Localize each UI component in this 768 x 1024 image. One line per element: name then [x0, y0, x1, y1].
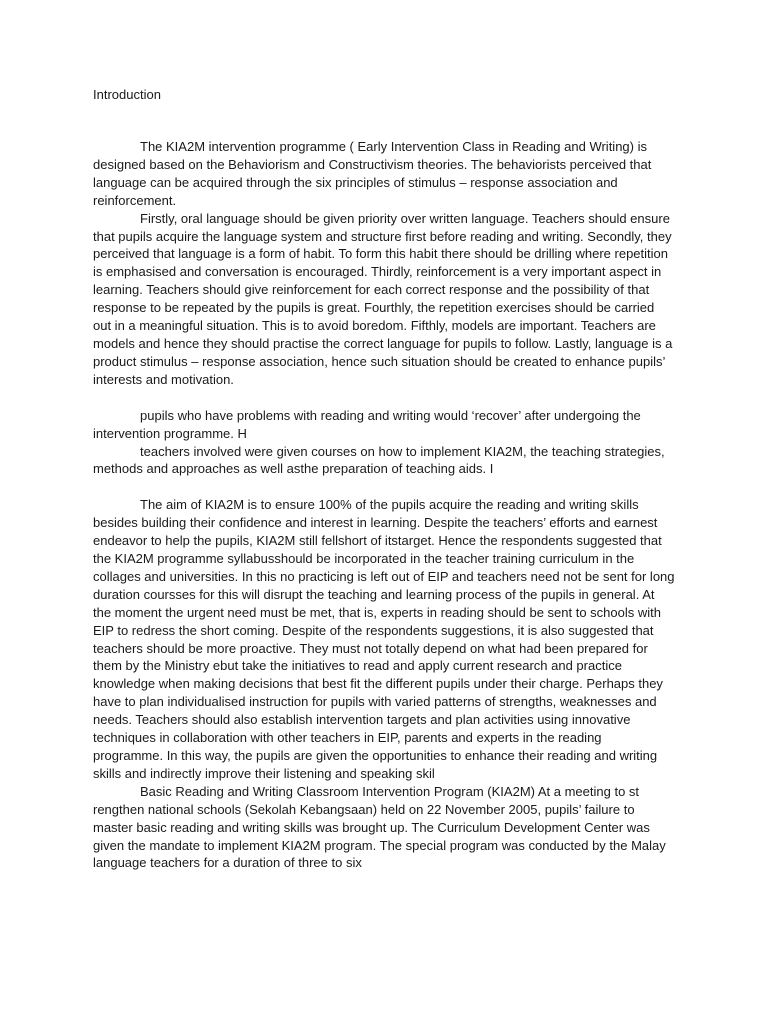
paragraph-intro: The KIA2M intervention programme ( Early Intervention Class in Reading and Writing) is designed based on the Behaviorism and Constructivism theories. The behaviorists perceived that language can be acquired through the six principles of stimulus – response association and reinforcement. [93, 139, 652, 208]
document-heading: Introduction [93, 87, 161, 102]
paragraph-aim: The aim of KIA2M is to ensure 100% of the pupils acquire the reading and writing skills besides building their confidence and interest in learning. Despite the teachers’ efforts and earnest endeavor to help the pupils, KIA2M still fellshort of itstarget. Hence the respondents suggested that the KIA2M programme syllabusshould be incorporated in the teacher training curriculum in the collages and universities. In this no practicing is left out of EIP and teachers need not be sent for long duration coursses for this will disrupt the teaching and learning process of the pupils in general. At the moment the urgent need must be met, that is, experts in reading should be sent to schools with EIP to redress the short coming. Despite of the respondents suggestions, it is also suggested that teachers should be more proactive. They must not totally depend on what had been prepared for them by the Ministry ebut take the initiatives to read and apply current research and practice knowledge when making decisions that best fit the different pupils under their charge. Perhaps they have to plan individualised instruction for pupils with varied patterns of strengths, weaknesses and needs. Teachers should also establish intervention targets and plan activities using innovative techniques in collaboration with other teachers in EIP, parents and experts in the reading programme. In this way, the pupils are given the opportunities to enhance their reading and writing skills and indirectly improve their listening and speaking skil [93, 497, 675, 781]
spacer [93, 389, 675, 407]
document-body [93, 86, 675, 872]
spacer [93, 104, 675, 138]
spacer [93, 478, 675, 496]
paragraph-kia2m-program: Basic Reading and Writing Classroom Intervention Program (KIA2M) At a meeting to st rengthen national schools (Sekolah Kebangsaan) held on 22 November 2005, pupils’ failure to master basic reading and writing skills was brought up. The Curriculum Development Center was given the mandate to implement KIA2M program. The special program was conducted by the Malay language teachers for a duration of three to six [93, 783, 666, 871]
paragraph-principles: Firstly, oral language should be given priority over written language. Teachers should ensure that pupils acquire the language system and structure first before reading and writing. Secondly, they perceived that language is a form of habit. To form this habit there should be drilling where repetition is emphasised and conversation is encouraged. Thirdly, reinforcement is a very important aspect in learning. Teachers should give reinforcement for each correct response and the possibility of that response to be repeated by the pupils is great. Fourthly, the repetition exercises should be carried out in a meaningful situation. This is to avoid boredom. Fifthly, models are important. Teachers are models and hence they should practise the correct language for pupils to follow. Lastly, language is a product stimulus – response association, hence such situation should be created to enhance pupils’ interests and motivation. [93, 210, 673, 387]
paragraph-recover: pupils who have problems with reading and writing would ‘recover’ after undergoing the intervention programme. H [93, 407, 641, 441]
paragraph-courses: teachers involved were given courses on how to implement KIA2M, the teaching strategies, methods and approaches as well asthe preparation of teaching aids. I [93, 443, 665, 477]
